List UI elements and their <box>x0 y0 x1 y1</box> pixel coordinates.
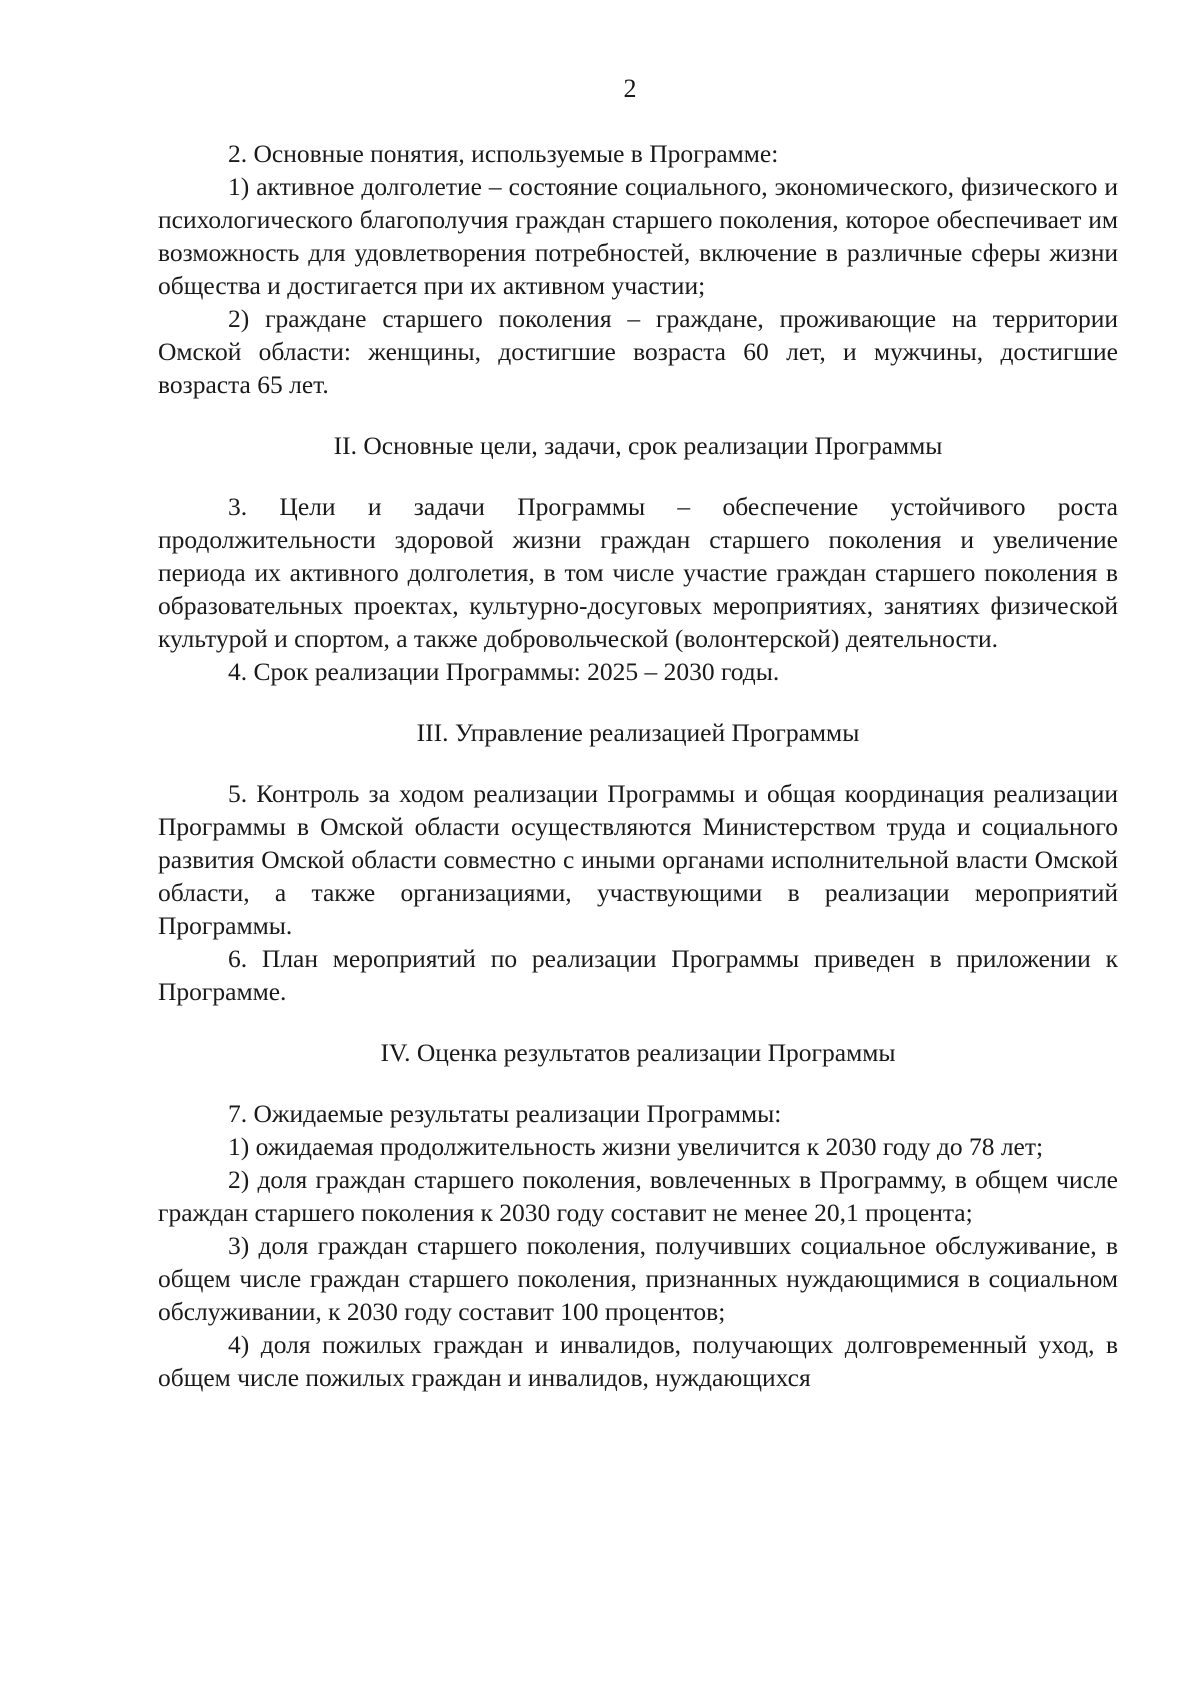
section-heading-3: III. Управление реализацией Программы <box>416 718 860 747</box>
paragraph-4: 4. Срок реализации Программы: 2025 – 2030 годы. <box>228 657 780 686</box>
paragraph-7-item-1: 1) ожидаемая продолжительность жизни увеличится к 2030 году до 78 лет; <box>228 1132 1044 1161</box>
section-heading-2: II. Основные цели, задачи, срок реализации Программы <box>333 431 943 460</box>
paragraph-2-item-1: 1) активное долголетие – состояние социального, экономического, физического и психологического благополучия граждан старшего поколения, которое обеспечивает им возможность для удовлетворения потребностей, включение в различные сферы жизни общества и достигается при их активном участии; <box>158 172 1118 300</box>
document-body <box>158 137 1118 1394</box>
paragraph-7-item-4: 4) доля пожилых граждан и инвалидов, получающих долговременный уход, в общем числе пожилых граждан и инвалидов, нуждающихся <box>158 1330 1118 1392</box>
paragraph-3: 3. Цели и задачи Программы – обеспечение устойчивого роста продолжительности здоровой жизни граждан старшего поколения и увеличение периода их активного долголетия, в том числе участие граждан старшего поколения в образовательных проектах, культурно-досуговых мероприятиях, занятиях физической культурой и спортом, а также добровольческой (волонтерской) деятельности. <box>158 492 1118 653</box>
page-number: 2 <box>623 74 637 103</box>
section-heading-4: IV. Оценка результатов реализации Программы <box>380 1038 896 1067</box>
paragraph-2-item-2: 2) граждане старшего поколения – граждане, проживающие на территории Омской области: женщины, достигшие возраста 60 лет, и мужчины, достигшие возраста 65 лет. <box>158 304 1118 399</box>
paragraph-7-item-2: 2) доля граждан старшего поколения, вовлеченных в Программу, в общем числе граждан старшего поколения к 2030 году составит не менее 20,1 процента; <box>158 1165 1118 1227</box>
paragraph-7: 7. Ожидаемые результаты реализации Программы: <box>228 1099 782 1128</box>
paragraph-5: 5. Контроль за ходом реализации Программы и общая координация реализации Программы в Омской области осуществляются Министерством труда и социального развития Омской области совместно с иными органами исполнительной власти Омской области, а также организациями, участвующими в реализации мероприятий Программы. <box>158 779 1118 940</box>
paragraph-6: 6. План мероприятий по реализации Программы приведен в приложении к Программе. <box>158 944 1118 1006</box>
paragraph-7-item-3: 3) доля граждан старшего поколения, получивших социальное обслуживание, в общем числе граждан старшего поколения, признанных нуждающимися в социальном обслуживании, к 2030 году составит 100 процентов; <box>158 1231 1118 1326</box>
paragraph-2: 2. Основные понятия, используемые в Программе: <box>228 139 779 168</box>
